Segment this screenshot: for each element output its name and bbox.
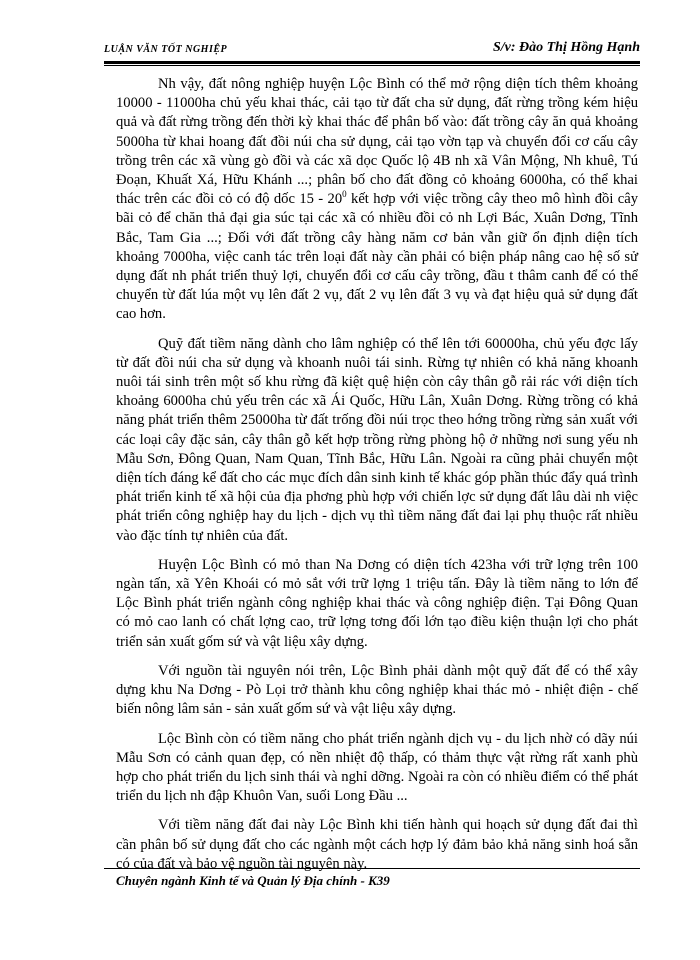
header-student-name: S/v: Đào Thị Hồng Hạnh (492, 40, 640, 55)
paragraph-5: Lộc Bình còn có tiềm năng cho phát triển ngành dịch vụ - du lịch nhờ có dãy núi Mẫu Sơn có cảnh quan đẹp, có nền nhiệt độ thấp, có thảm thực vật rừng rất xanh phù hợp cho phát triển du lịch sinh thái và nghỉ dỡng. Ngoài ra còn có nhiều điểm có thể phát triển du lịch nh đập Khuôn Van, suối Long Đầu ... (116, 730, 638, 805)
paragraph-3: Huyện Lộc Bình có mỏ than Na Dơng có diện tích 423ha với trữ lợng trên 100 ngàn tấn, xã Yên Khoái có mỏ sắt với trữ lợng 1 triệu tấn. Đây là tiềm năng to lớn để Lộc Bình phát triển ngành công nghiệp khai thác và công nghiệp điện. Tại Đông Quan có mỏ cao lanh có chất lợng cao, trữ lợng tơng đối lớn tạo điều kiện thuận lợi cho phát triển sản xuất gốm sứ và vật liệu xây dựng. (116, 556, 638, 650)
page-footer: Chuyên ngành Kinh tế và Quản lý Địa chính - K39 (116, 873, 390, 888)
degree-superscript: 0 (342, 189, 347, 200)
header-divider (104, 61, 640, 66)
paragraph-2: Quỹ đất tiềm năng dành cho lâm nghiệp có thể lên tới 60000ha, chủ yếu đợc lấy từ đất đồi núi cha sử dụng và khoanh nuôi tái sinh. Rừng tự nhiên có khả năng khoanh nuôi tái sinh trên một số khu rừng đã kiệt quệ hiện còn cây thân gỗ rải rác với diện tích khoảng 6000ha chủ yếu trên các xã Ái Quốc, Hữu Lân, Xuân Dơng. Rừng trồng có khả năng phát triển thêm 25000ha từ đất trống đồi núi trọc theo hớng trồng rừng sản xuất với các loại cây đặc sản, cây thân gỗ kết hợp trồng rừng phòng hộ ở những nơi sung yếu nh Mẫu Sơn, Đông Quan, Nam Quan, Tĩnh Bắc, Hữu Lân. Ngoài ra cũng phải chuyển một diện tích đáng kể đất cho các mục đích dân sinh kinh tế khác góp phần thúc đẩy quá trình phát triển kinh tế xã hội của địa phơng phù hợp với chiến lợc sử dụng đất lâu dài nh việc phát triển công nghiệp hay du lịch - dịch vụ thì tiềm năng đất đai lại phụ thuộc rất nhiều vào đặc tính tự nhiên của đất. (116, 335, 638, 544)
body-text (116, 75, 638, 884)
header-thesis-title: LUẬN VĂN TỐT NGHIỆP (104, 44, 228, 55)
paragraph-1: Nh vậy, đất nông nghiệp huyện Lộc Bình có thể mở rộng diện tích thêm khoảng 10000 - 11000ha chủ yếu khai thác, cải tạo từ đất cha sử dụng, đất rừng trồng kém hiệu quả và đất rừng trồng đến thời kỳ khai thác để phân bố vào: đất trồng cây ăn quả khoảng 5000ha từ khai hoang đất đồi núi cha sử dụng, cải tạo vờn tạp và chuyển đổi cơ cấu cây trồng trên các xã vùng gò đồi và các xã dọc Quốc lộ 4B nh xã Vân Mộng, Nh khuê, Tú Đoạn, Khuất Xá, Hữu Khánh ...; phân bố cho đất đồng cỏ khoảng 6000ha, có thể khai thác trên các đồi cỏ có độ dốc $15 - 20^0$ kết hợp với việc trồng cây theo mô hình đồi cây bãi cỏ để chăn thả đại gia súc tại các xã có nhiều đồi cỏ nh Lợi Bác, Xuân Dơng, Tĩnh Bắc, Tam Gia ...; Đối với đất trồng cây hàng năm cơ bản vẫn giữ ổn định diện tích khoảng 7000ha, việc canh tác trên loại đất này cần phải có biện pháp nâng cao hệ số sử dụng đất nh phát triển thuỷ lợi, chuyển đổi cơ cấu cây trồng, đầu t thâm canh để có thể chuyển từ đất lúa một vụ lên đất 2 vụ, đất 2 vụ lên đất 3 vụ và đạt hiệu quả sử dụng đất cao hơn. (116, 76, 639, 323)
paragraph-4: Với nguồn tài nguyên nói trên, Lộc Bình phải dành một quỹ đất để có thể xây dựng khu Na Dơng - Pò Lọi trở thành khu công nghiệp khai thác mỏ - nhiệt điện - chế biến nông lâm sản - sản xuất gốm sứ và vật liệu xây dựng. (116, 662, 638, 718)
paragraph-6: Với tiềm năng đất đai này Lộc Bình khi tiến hành qui hoạch sử dụng đất đai thì cần phân bố sử dụng đất cho các ngành một cách hợp lý đảm bảo khả năng sinh hoá sẵn có của đất và bảo vệ nguồn tài nguyên này. (116, 817, 638, 872)
footer-divider (104, 868, 640, 869)
page-header (104, 38, 640, 60)
